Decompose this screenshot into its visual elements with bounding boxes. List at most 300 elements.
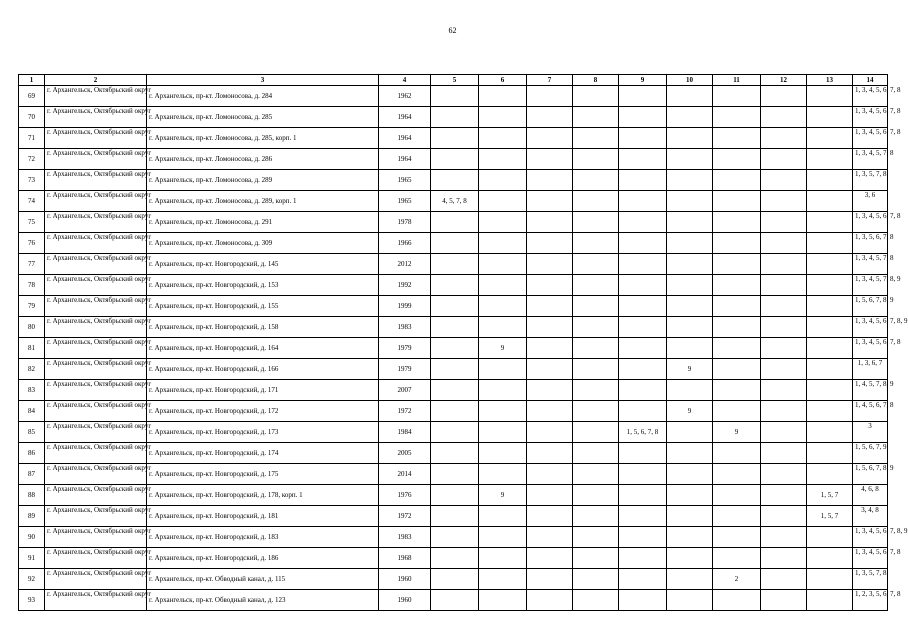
address-cell: г. Архангельск, пр-кт. Ломоносова, д. 291 bbox=[147, 212, 379, 233]
district-cell: г. Архангельск, Октябрьский округ bbox=[45, 233, 147, 254]
col14-cell: 4, 6, 8 bbox=[853, 485, 888, 506]
table-row bbox=[19, 548, 888, 569]
year-cell: 1978 bbox=[379, 212, 431, 233]
district-cell: г. Архангельск, Октябрьский округ bbox=[45, 212, 147, 233]
col7-cell bbox=[527, 464, 573, 485]
col7-cell bbox=[527, 569, 573, 590]
district-cell: г. Архангельск, Октябрьский округ bbox=[45, 170, 147, 191]
address-cell: г. Архангельск, пр-кт. Ломоносова, д. 309 bbox=[147, 233, 379, 254]
col9-cell bbox=[619, 191, 667, 212]
district-cell: г. Архангельск, Октябрьский округ bbox=[45, 254, 147, 275]
column-header-11: 11 bbox=[713, 75, 761, 86]
col6-cell bbox=[479, 422, 527, 443]
col14-cell: 1, 4, 5, 6, 7, 8 bbox=[853, 401, 888, 422]
row-number: 89 bbox=[19, 506, 45, 527]
col14-cell: 1, 5, 6, 7, 8, 9 bbox=[853, 296, 888, 317]
col6-cell bbox=[479, 128, 527, 149]
col8-cell bbox=[573, 254, 619, 275]
col6-cell bbox=[479, 296, 527, 317]
col12-cell bbox=[761, 422, 807, 443]
col13-cell bbox=[807, 359, 853, 380]
district-cell: г. Архангельск, Октябрьский округ bbox=[45, 401, 147, 422]
table-row bbox=[19, 254, 888, 275]
col12-cell bbox=[761, 317, 807, 338]
col14-cell: 1, 3, 4, 5, 7, 8 bbox=[853, 254, 888, 275]
col11-cell: 9 bbox=[713, 422, 761, 443]
col9-cell bbox=[619, 128, 667, 149]
row-number: 69 bbox=[19, 86, 45, 107]
address-cell: г. Архангельск, пр-кт. Обводный канал, д. 123 bbox=[147, 590, 379, 611]
col14-cell: 1, 3, 4, 5, 7, 8, 9 bbox=[853, 275, 888, 296]
address-cell: г. Архангельск, пр-кт. Ломоносова, д. 286 bbox=[147, 149, 379, 170]
row-number: 90 bbox=[19, 527, 45, 548]
col8-cell bbox=[573, 296, 619, 317]
col8-cell bbox=[573, 527, 619, 548]
col12-cell bbox=[761, 464, 807, 485]
district-cell: г. Архангельск, Октябрьский округ bbox=[45, 86, 147, 107]
col12-cell bbox=[761, 506, 807, 527]
row-number: 71 bbox=[19, 128, 45, 149]
address-cell: г. Архангельск, пр-кт. Новгородский, д. 171 bbox=[147, 380, 379, 401]
col6-cell bbox=[479, 359, 527, 380]
col13-cell bbox=[807, 401, 853, 422]
col13-cell bbox=[807, 569, 853, 590]
col11-cell bbox=[713, 464, 761, 485]
year-cell: 1968 bbox=[379, 548, 431, 569]
col8-cell bbox=[573, 380, 619, 401]
col11-cell bbox=[713, 590, 761, 611]
column-header-8: 8 bbox=[573, 75, 619, 86]
col12-cell bbox=[761, 359, 807, 380]
year-cell: 1984 bbox=[379, 422, 431, 443]
year-cell: 1960 bbox=[379, 569, 431, 590]
col7-cell bbox=[527, 212, 573, 233]
col14-cell: 1, 3, 4, 5, 6, 7, 8, 9 bbox=[853, 527, 888, 548]
row-number: 70 bbox=[19, 107, 45, 128]
col13-cell bbox=[807, 275, 853, 296]
col10-cell bbox=[667, 254, 713, 275]
year-cell: 1983 bbox=[379, 527, 431, 548]
col10-cell bbox=[667, 548, 713, 569]
col7-cell bbox=[527, 485, 573, 506]
col7-cell bbox=[527, 548, 573, 569]
col14-cell: 1, 3, 4, 5, 6, 7, 8, 9 bbox=[853, 317, 888, 338]
col5-cell bbox=[431, 380, 479, 401]
col11-cell bbox=[713, 317, 761, 338]
table-row bbox=[19, 338, 888, 359]
district-cell: г. Архангельск, Октябрьский округ bbox=[45, 359, 147, 380]
address-cell: г. Архангельск, пр-кт. Новгородский, д. 164 bbox=[147, 338, 379, 359]
col13-cell bbox=[807, 170, 853, 191]
col10-cell: 9 bbox=[667, 401, 713, 422]
year-cell: 1962 bbox=[379, 86, 431, 107]
row-number: 92 bbox=[19, 569, 45, 590]
col14-cell: 1, 3, 4, 5, 6, 7, 8 bbox=[853, 128, 888, 149]
col14-cell: 1, 3, 4, 5, 6, 7, 8 bbox=[853, 338, 888, 359]
col12-cell bbox=[761, 338, 807, 359]
col9-cell bbox=[619, 233, 667, 254]
col7-cell bbox=[527, 422, 573, 443]
year-cell: 1964 bbox=[379, 128, 431, 149]
col6-cell bbox=[479, 254, 527, 275]
col9-cell bbox=[619, 317, 667, 338]
col6-cell bbox=[479, 170, 527, 191]
address-cell: г. Архангельск, пр-кт. Новгородский, д. 186 bbox=[147, 548, 379, 569]
column-header-14: 14 bbox=[853, 75, 888, 86]
district-cell: г. Архангельск, Октябрьский округ bbox=[45, 107, 147, 128]
col6-cell: 9 bbox=[479, 485, 527, 506]
col14-cell: 1, 3, 4, 5, 6, 7, 8 bbox=[853, 86, 888, 107]
col6-cell bbox=[479, 275, 527, 296]
col10-cell bbox=[667, 128, 713, 149]
col10-cell bbox=[667, 338, 713, 359]
row-number: 72 bbox=[19, 149, 45, 170]
table-row bbox=[19, 590, 888, 611]
col12-cell bbox=[761, 380, 807, 401]
col12-cell bbox=[761, 149, 807, 170]
col14-cell: 1, 3, 4, 5, 7, 8 bbox=[853, 149, 888, 170]
row-number: 86 bbox=[19, 443, 45, 464]
col10-cell bbox=[667, 590, 713, 611]
row-number: 75 bbox=[19, 212, 45, 233]
col7-cell bbox=[527, 401, 573, 422]
col5-cell bbox=[431, 506, 479, 527]
col12-cell bbox=[761, 212, 807, 233]
col5-cell bbox=[431, 485, 479, 506]
year-cell: 1976 bbox=[379, 485, 431, 506]
year-cell: 1966 bbox=[379, 233, 431, 254]
col11-cell bbox=[713, 359, 761, 380]
col5-cell bbox=[431, 443, 479, 464]
district-cell: г. Архангельск, Октябрьский округ bbox=[45, 527, 147, 548]
year-cell: 1992 bbox=[379, 275, 431, 296]
col12-cell bbox=[761, 233, 807, 254]
col13-cell bbox=[807, 338, 853, 359]
row-number: 77 bbox=[19, 254, 45, 275]
col6-cell bbox=[479, 401, 527, 422]
col11-cell bbox=[713, 401, 761, 422]
column-header-1: 1 bbox=[19, 75, 45, 86]
col9-cell bbox=[619, 254, 667, 275]
row-number: 84 bbox=[19, 401, 45, 422]
col8-cell bbox=[573, 443, 619, 464]
col10-cell bbox=[667, 422, 713, 443]
col6-cell bbox=[479, 212, 527, 233]
col6-cell bbox=[479, 86, 527, 107]
table-row bbox=[19, 233, 888, 254]
table-row bbox=[19, 401, 888, 422]
address-cell: г. Архангельск, пр-кт. Новгородский, д. 166 bbox=[147, 359, 379, 380]
col9-cell bbox=[619, 149, 667, 170]
housing-register-table bbox=[18, 74, 908, 611]
col5-cell bbox=[431, 569, 479, 590]
table-row bbox=[19, 569, 888, 590]
col12-cell bbox=[761, 548, 807, 569]
col6-cell bbox=[479, 548, 527, 569]
col9-cell bbox=[619, 338, 667, 359]
col6-cell bbox=[479, 233, 527, 254]
col11-cell: 2 bbox=[713, 569, 761, 590]
row-number: 93 bbox=[19, 590, 45, 611]
address-cell: г. Архангельск, пр-кт. Новгородский, д. 158 bbox=[147, 317, 379, 338]
col13-cell bbox=[807, 296, 853, 317]
address-cell: г. Архангельск, пр-кт. Новгородский, д. 153 bbox=[147, 275, 379, 296]
table-row bbox=[19, 485, 888, 506]
address-cell: г. Архангельск, пр-кт. Новгородский, д. 178, корп. 1 bbox=[147, 485, 379, 506]
col5-cell bbox=[431, 317, 479, 338]
year-cell: 1964 bbox=[379, 149, 431, 170]
table-row bbox=[19, 212, 888, 233]
col9-cell bbox=[619, 401, 667, 422]
year-cell: 1972 bbox=[379, 401, 431, 422]
col6-cell bbox=[479, 317, 527, 338]
col9-cell bbox=[619, 212, 667, 233]
col6-cell bbox=[479, 569, 527, 590]
district-cell: г. Архангельск, Октябрьский округ bbox=[45, 380, 147, 401]
row-number: 78 bbox=[19, 275, 45, 296]
col10-cell bbox=[667, 86, 713, 107]
col10-cell bbox=[667, 296, 713, 317]
col5-cell: 4, 5, 7, 8 bbox=[431, 191, 479, 212]
col5-cell bbox=[431, 86, 479, 107]
col5-cell bbox=[431, 275, 479, 296]
col6-cell bbox=[479, 149, 527, 170]
table-row bbox=[19, 149, 888, 170]
col13-cell bbox=[807, 422, 853, 443]
table-row bbox=[19, 506, 888, 527]
year-cell: 2014 bbox=[379, 464, 431, 485]
col13-cell bbox=[807, 464, 853, 485]
col7-cell bbox=[527, 233, 573, 254]
col7-cell bbox=[527, 359, 573, 380]
col7-cell bbox=[527, 170, 573, 191]
col5-cell bbox=[431, 401, 479, 422]
col12-cell bbox=[761, 86, 807, 107]
district-cell: г. Архангельск, Октябрьский округ bbox=[45, 296, 147, 317]
col12-cell bbox=[761, 170, 807, 191]
table-row bbox=[19, 170, 888, 191]
col11-cell bbox=[713, 443, 761, 464]
col9-cell bbox=[619, 548, 667, 569]
col14-cell: 1, 3, 4, 5, 6, 7, 8 bbox=[853, 548, 888, 569]
col5-cell bbox=[431, 233, 479, 254]
col10-cell bbox=[667, 485, 713, 506]
col5-cell bbox=[431, 590, 479, 611]
col13-cell bbox=[807, 149, 853, 170]
col8-cell bbox=[573, 569, 619, 590]
col14-cell: 3, 4, 8 bbox=[853, 506, 888, 527]
district-cell: г. Архангельск, Октябрьский округ bbox=[45, 506, 147, 527]
col12-cell bbox=[761, 569, 807, 590]
address-cell: г. Архангельск, пр-кт. Ломоносова, д. 285 bbox=[147, 107, 379, 128]
col9-cell bbox=[619, 296, 667, 317]
address-cell: г. Архангельск, пр-кт. Ломоносова, д. 285, корп. 1 bbox=[147, 128, 379, 149]
col11-cell bbox=[713, 170, 761, 191]
col10-cell bbox=[667, 380, 713, 401]
year-cell: 1960 bbox=[379, 590, 431, 611]
year-cell: 1964 bbox=[379, 107, 431, 128]
col12-cell bbox=[761, 191, 807, 212]
col8-cell bbox=[573, 485, 619, 506]
col9-cell bbox=[619, 107, 667, 128]
col11-cell bbox=[713, 338, 761, 359]
col6-cell bbox=[479, 506, 527, 527]
col8-cell bbox=[573, 548, 619, 569]
col6-cell bbox=[479, 590, 527, 611]
col8-cell bbox=[573, 317, 619, 338]
address-cell: г. Архангельск, пр-кт. Новгородский, д. 173 bbox=[147, 422, 379, 443]
col11-cell bbox=[713, 254, 761, 275]
col8-cell bbox=[573, 401, 619, 422]
district-cell: г. Архангельск, Октябрьский округ bbox=[45, 128, 147, 149]
col13-cell bbox=[807, 527, 853, 548]
address-cell: г. Архангельск, пр-кт. Новгородский, д. 155 bbox=[147, 296, 379, 317]
col13-cell bbox=[807, 590, 853, 611]
column-header-9: 9 bbox=[619, 75, 667, 86]
col7-cell bbox=[527, 149, 573, 170]
col13-cell bbox=[807, 380, 853, 401]
col7-cell bbox=[527, 275, 573, 296]
col5-cell bbox=[431, 548, 479, 569]
address-cell: г. Архангельск, пр-кт. Новгородский, д. 181 bbox=[147, 506, 379, 527]
col9-cell bbox=[619, 569, 667, 590]
col7-cell bbox=[527, 317, 573, 338]
district-cell: г. Архангельск, Октябрьский округ bbox=[45, 548, 147, 569]
table-row bbox=[19, 128, 888, 149]
col7-cell bbox=[527, 380, 573, 401]
col11-cell bbox=[713, 527, 761, 548]
col12-cell bbox=[761, 527, 807, 548]
header-row bbox=[19, 75, 888, 86]
col7-cell bbox=[527, 338, 573, 359]
col11-cell bbox=[713, 191, 761, 212]
col12-cell bbox=[761, 254, 807, 275]
col14-cell: 1, 3, 4, 5, 6, 7, 8 bbox=[853, 212, 888, 233]
col7-cell bbox=[527, 254, 573, 275]
year-cell: 1972 bbox=[379, 506, 431, 527]
column-header-10: 10 bbox=[667, 75, 713, 86]
col14-cell: 3 bbox=[853, 422, 888, 443]
column-header-5: 5 bbox=[431, 75, 479, 86]
col14-cell: 1, 3, 6, 7 bbox=[853, 359, 888, 380]
col10-cell bbox=[667, 527, 713, 548]
col13-cell bbox=[807, 86, 853, 107]
district-cell: г. Архангельск, Октябрьский округ bbox=[45, 569, 147, 590]
address-cell: г. Архангельск, пр-кт. Новгородский, д. 175 bbox=[147, 464, 379, 485]
col11-cell bbox=[713, 275, 761, 296]
year-cell: 1979 bbox=[379, 338, 431, 359]
year-cell: 2012 bbox=[379, 254, 431, 275]
col10-cell bbox=[667, 149, 713, 170]
col5-cell bbox=[431, 149, 479, 170]
row-number: 87 bbox=[19, 464, 45, 485]
col11-cell bbox=[713, 107, 761, 128]
col8-cell bbox=[573, 338, 619, 359]
column-header-7: 7 bbox=[527, 75, 573, 86]
col10-cell bbox=[667, 107, 713, 128]
col14-cell: 1, 4, 5, 7, 8, 9 bbox=[853, 380, 888, 401]
row-number: 79 bbox=[19, 296, 45, 317]
col10-cell bbox=[667, 506, 713, 527]
address-cell: г. Архангельск, пр-кт. Новгородский, д. 172 bbox=[147, 401, 379, 422]
address-cell: г. Архангельск, пр-кт. Новгородский, д. 174 bbox=[147, 443, 379, 464]
column-header-12: 12 bbox=[761, 75, 807, 86]
col13-cell bbox=[807, 317, 853, 338]
col10-cell bbox=[667, 464, 713, 485]
col10-cell bbox=[667, 233, 713, 254]
table-body bbox=[19, 86, 908, 611]
col6-cell bbox=[479, 107, 527, 128]
district-cell: г. Архангельск, Октябрьский округ bbox=[45, 149, 147, 170]
col8-cell bbox=[573, 149, 619, 170]
col8-cell bbox=[573, 86, 619, 107]
col7-cell bbox=[527, 590, 573, 611]
table-row bbox=[19, 317, 888, 338]
col6-cell bbox=[479, 380, 527, 401]
col10-cell bbox=[667, 443, 713, 464]
col9-cell bbox=[619, 86, 667, 107]
column-header-4: 4 bbox=[379, 75, 431, 86]
col12-cell bbox=[761, 128, 807, 149]
col7-cell bbox=[527, 86, 573, 107]
col8-cell bbox=[573, 212, 619, 233]
col8-cell bbox=[573, 590, 619, 611]
year-cell: 2007 bbox=[379, 380, 431, 401]
table-row bbox=[19, 275, 888, 296]
col13-cell bbox=[807, 548, 853, 569]
col9-cell bbox=[619, 380, 667, 401]
table-row bbox=[19, 191, 888, 212]
col10-cell bbox=[667, 569, 713, 590]
address-cell: г. Архангельск, пр-кт. Обводный канал, д. 115 bbox=[147, 569, 379, 590]
col5-cell bbox=[431, 338, 479, 359]
column-header-2: 2 bbox=[45, 75, 147, 86]
col13-cell bbox=[807, 254, 853, 275]
col14-cell: 1, 3, 5, 7, 8 bbox=[853, 170, 888, 191]
row-number: 88 bbox=[19, 485, 45, 506]
col8-cell bbox=[573, 191, 619, 212]
col9-cell: 1, 5, 6, 7, 8 bbox=[619, 422, 667, 443]
col10-cell bbox=[667, 275, 713, 296]
col5-cell bbox=[431, 464, 479, 485]
col9-cell bbox=[619, 359, 667, 380]
district-cell: г. Архангельск, Октябрьский округ bbox=[45, 317, 147, 338]
col12-cell bbox=[761, 107, 807, 128]
col11-cell bbox=[713, 548, 761, 569]
row-number: 82 bbox=[19, 359, 45, 380]
col10-cell bbox=[667, 212, 713, 233]
col7-cell bbox=[527, 506, 573, 527]
district-cell: г. Архангельск, Октябрьский округ bbox=[45, 464, 147, 485]
col13-cell: 1, 5, 7 bbox=[807, 485, 853, 506]
col5-cell bbox=[431, 170, 479, 191]
col9-cell bbox=[619, 485, 667, 506]
row-number: 76 bbox=[19, 233, 45, 254]
col6-cell: 9 bbox=[479, 338, 527, 359]
row-number: 80 bbox=[19, 317, 45, 338]
col13-cell bbox=[807, 128, 853, 149]
table-row bbox=[19, 527, 888, 548]
year-cell: 1979 bbox=[379, 359, 431, 380]
address-cell: г. Архангельск, пр-кт. Новгородский, д. 183 bbox=[147, 527, 379, 548]
col8-cell bbox=[573, 170, 619, 191]
page-number: 62 bbox=[448, 26, 457, 35]
address-cell: г. Архангельск, пр-кт. Ломоносова, д. 289, корп. 1 bbox=[147, 191, 379, 212]
row-number: 81 bbox=[19, 338, 45, 359]
col6-cell bbox=[479, 191, 527, 212]
address-cell: г. Архангельск, пр-кт. Ломоносова, д. 289 bbox=[147, 170, 379, 191]
table-row bbox=[19, 359, 888, 380]
